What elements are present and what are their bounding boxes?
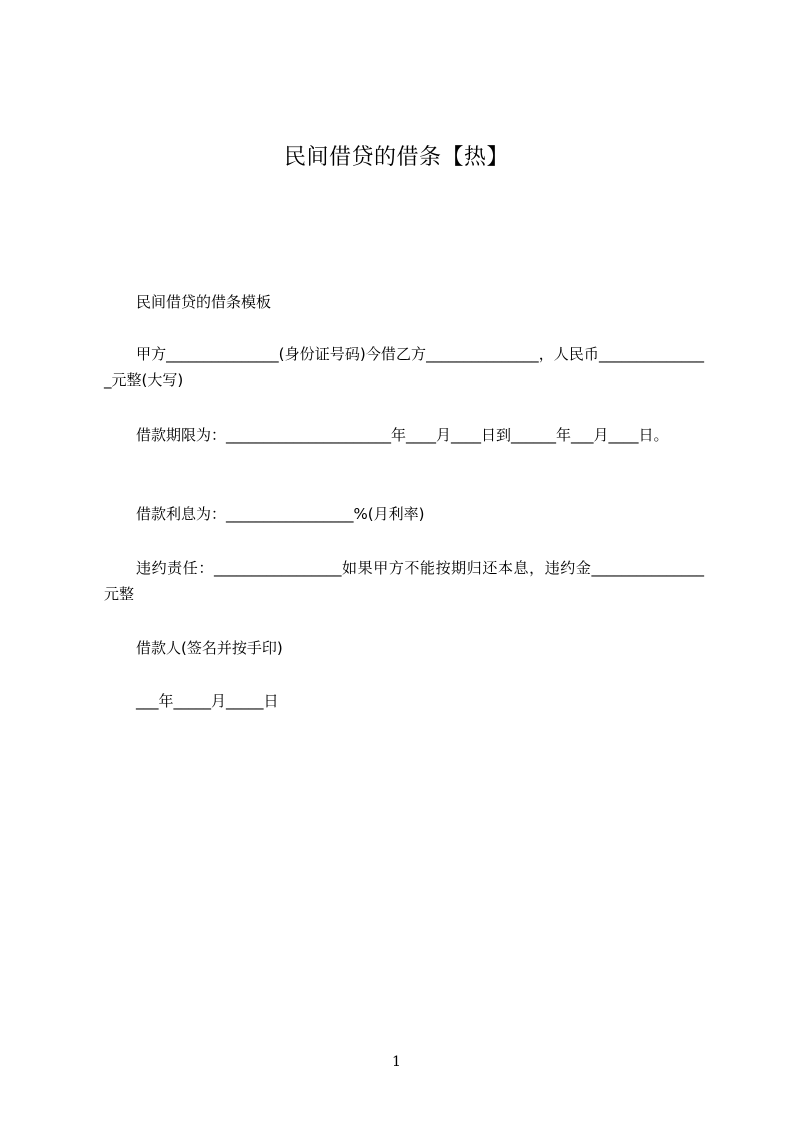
loan-term-clause: 借款期限为：______________________年____月____日到______年___月____日。 [136,426,669,444]
date-line: ___年_____月_____日 [136,692,279,710]
borrower-lender-clause: 甲方_______________(身份证号码)今借乙方_______________，人民币_______________元整(大写) [104,345,704,389]
template-heading: 民间借贷的借条模板 [136,293,272,311]
borrower-signature-line: 借款人(签名并按手印) [136,639,283,657]
document-title: 民间借贷的借条【热】 [283,145,509,170]
interest-clause: 借款利息为：_________________%(月利率) [136,505,425,523]
page-number: 1 [392,1054,401,1070]
default-liability-clause: 违约责任：_________________如果甲方不能按期归还本息，违约金_______________元整 [104,559,704,603]
